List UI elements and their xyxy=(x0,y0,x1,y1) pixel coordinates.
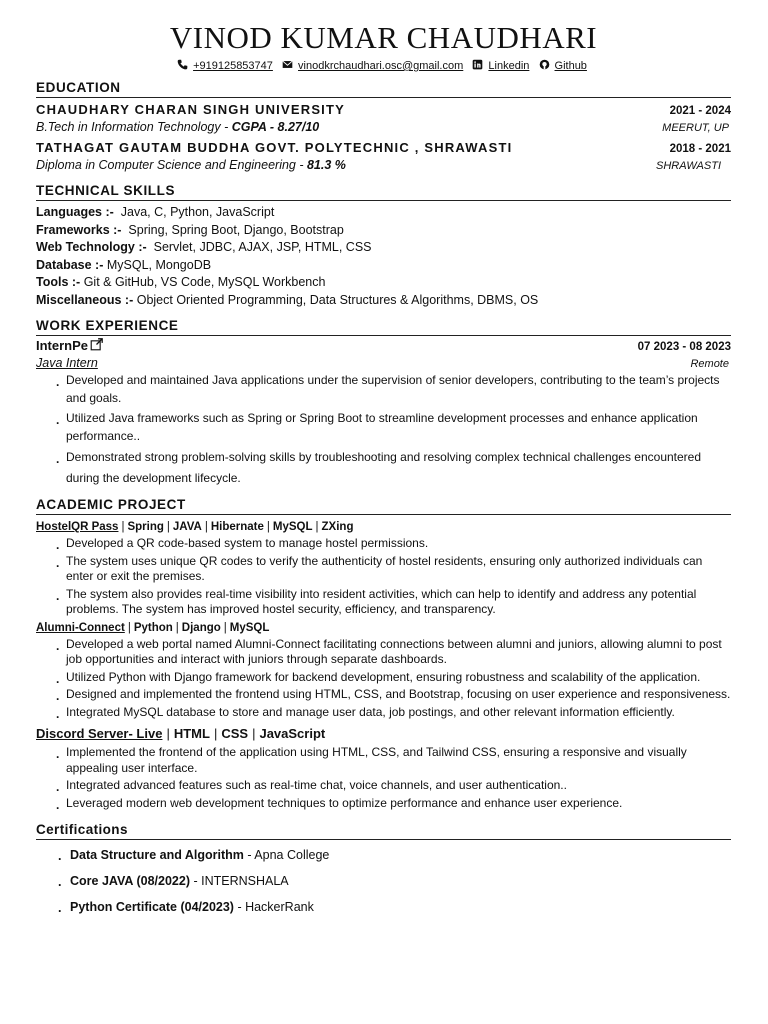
education-dates: 2021 - 2024 xyxy=(669,105,731,117)
education-location: MEERUT, UP xyxy=(662,122,729,134)
email-link[interactable]: vinodkrchaudhari.osc@gmail.com xyxy=(298,60,464,72)
education-heading: EDUCATION xyxy=(36,79,731,98)
linkedin-icon xyxy=(472,59,483,70)
list-item: . Demonstrated strong problem-solving skills by troubleshooting and resolving complex technical challenges encountered during the development lifecycle. xyxy=(56,447,731,489)
list-item: . Developed a web portal named Alumni-Connect facilitating connections between alumni and juniors, allowing alumni to post job opportunities and interact with juniors through separate dashboards. xyxy=(56,637,731,668)
experience-location: Remote xyxy=(690,358,729,370)
discord-live-link[interactable]: Discord Server- Live xyxy=(36,726,163,741)
list-item: . Integrated MySQL database to store and manage user data, job postings, and other relevant information efficiently. xyxy=(56,705,731,721)
project-discord-header: Discord Server- Live | HTML | CSS | JavaScript xyxy=(36,726,326,741)
skill-row: Web Technology :- Servlet, JDBC, AJAX, JSP, HTML, CSS xyxy=(36,240,372,254)
external-link-icon[interactable] xyxy=(90,338,103,351)
project-hostelqr-bullets xyxy=(56,536,731,618)
education-location: SHRAWASTI xyxy=(656,160,721,172)
resume-page xyxy=(36,18,731,920)
contact-line xyxy=(36,59,731,73)
education-entry xyxy=(36,100,731,136)
mail-icon xyxy=(282,59,293,70)
skill-row: Database :- MySQL, MongoDB xyxy=(36,257,212,272)
degree: Diploma in Computer Science and Engineering - 81.3 % xyxy=(36,158,346,172)
list-item: . Core JAVA (08/2022) - INTERNSHALA xyxy=(58,868,731,894)
list-item: . Designed and implemented the frontend using HTML, CSS, and Bootstrap, focusing on user experience and responsiveness. xyxy=(56,687,731,703)
candidate-name: VINOD KUMAR CHAUDHARI xyxy=(169,20,598,55)
github-link[interactable]: Github xyxy=(554,60,587,72)
degree: B.Tech in Information Technology - CGPA - 8.27/10 xyxy=(36,120,320,134)
list-item: . Developed a QR code-based system to manage hostel permissions. xyxy=(56,536,731,552)
list-item: . Developed and maintained Java applications under the supervision of senior developers, contributing to the team’s projects and goals. xyxy=(56,371,731,407)
phone-icon xyxy=(177,59,188,70)
project-alumni-header: Alumni-Connect | Python | Django | MySQL xyxy=(36,621,270,634)
list-item: . The system uses unique QR codes to verify the authenticity of hostel residents, ensuring only authorized individuals can enter or exit the premises. xyxy=(56,554,731,585)
company-name: InternPe xyxy=(36,337,103,355)
list-item: . Python Certificate (04/2023) - HackerRank xyxy=(58,894,731,920)
role-title: Java Intern xyxy=(36,356,98,370)
phone-link[interactable]: +919125853747 xyxy=(193,60,273,72)
list-item: . Implemented the frontend of the application using HTML, CSS, and Tailwind CSS, ensuring a responsive and visually appealing user interface. xyxy=(56,745,731,776)
certifications-heading: Certifications xyxy=(36,821,731,840)
project-discord-bullets xyxy=(56,745,731,811)
skills-list xyxy=(36,204,731,309)
project-hostelqr-header: HostelQR Pass | Spring | JAVA | Hibernate | MySQL | ZXing xyxy=(36,521,354,533)
institution-name: TATHAGAT GAUTAM BUDDHA GOVT. POLYTECHNIC , SHRAWASTI xyxy=(36,140,513,155)
experience-dates: 07 2023 - 08 2023 xyxy=(637,341,731,353)
list-item: . The system also provides real-time visibility into resident activities, which can help to identify and address any potential problems. The system has improved hostel security, efficiency, and transparency. xyxy=(56,587,731,618)
project-alumni-bullets xyxy=(56,637,731,721)
list-item: . Integrated advanced features such as real-time chat, voice channels, and user authentication.. xyxy=(56,778,731,794)
skill-row: Frameworks :- Spring, Spring Boot, Django, Bootstrap xyxy=(36,222,344,237)
experience-heading: WORK EXPERIENCE xyxy=(36,317,731,336)
skills-heading: TECHNICAL SKILLS xyxy=(36,182,731,201)
github-icon xyxy=(539,59,550,70)
linkedin-link[interactable]: Linkedin xyxy=(488,60,530,72)
education-entry xyxy=(36,138,731,174)
institution-name: CHAUDHARY CHARAN SINGH UNIVERSITY xyxy=(36,102,346,117)
list-item: . Utilized Python with Django framework for backend development, ensuring robustness and scalability of the application. xyxy=(56,670,731,686)
skill-row: Tools :- Git & GitHub, VS Code, MySQL Workbench xyxy=(36,275,326,289)
skill-row: Languages :- Java, C, Python, JavaScript xyxy=(36,205,275,219)
list-item: . Utilized Java frameworks such as Spring or Spring Boot to streamline development processes and enhance application performance.. xyxy=(56,409,731,445)
projects-heading: ACADEMIC PROJECT xyxy=(36,496,731,515)
experience-bullets xyxy=(56,371,731,489)
list-item: . Data Structure and Algorithm - Apna College xyxy=(58,842,731,868)
list-item: . Leveraged modern web development techniques to optimize performance and enhance user experience. xyxy=(56,796,731,812)
education-dates: 2018 - 2021 xyxy=(669,143,731,155)
certifications-list xyxy=(58,842,731,920)
skill-row: Miscellaneous :- Object Oriented Programming, Data Structures & Algorithms, DBMS, OS xyxy=(36,292,539,307)
